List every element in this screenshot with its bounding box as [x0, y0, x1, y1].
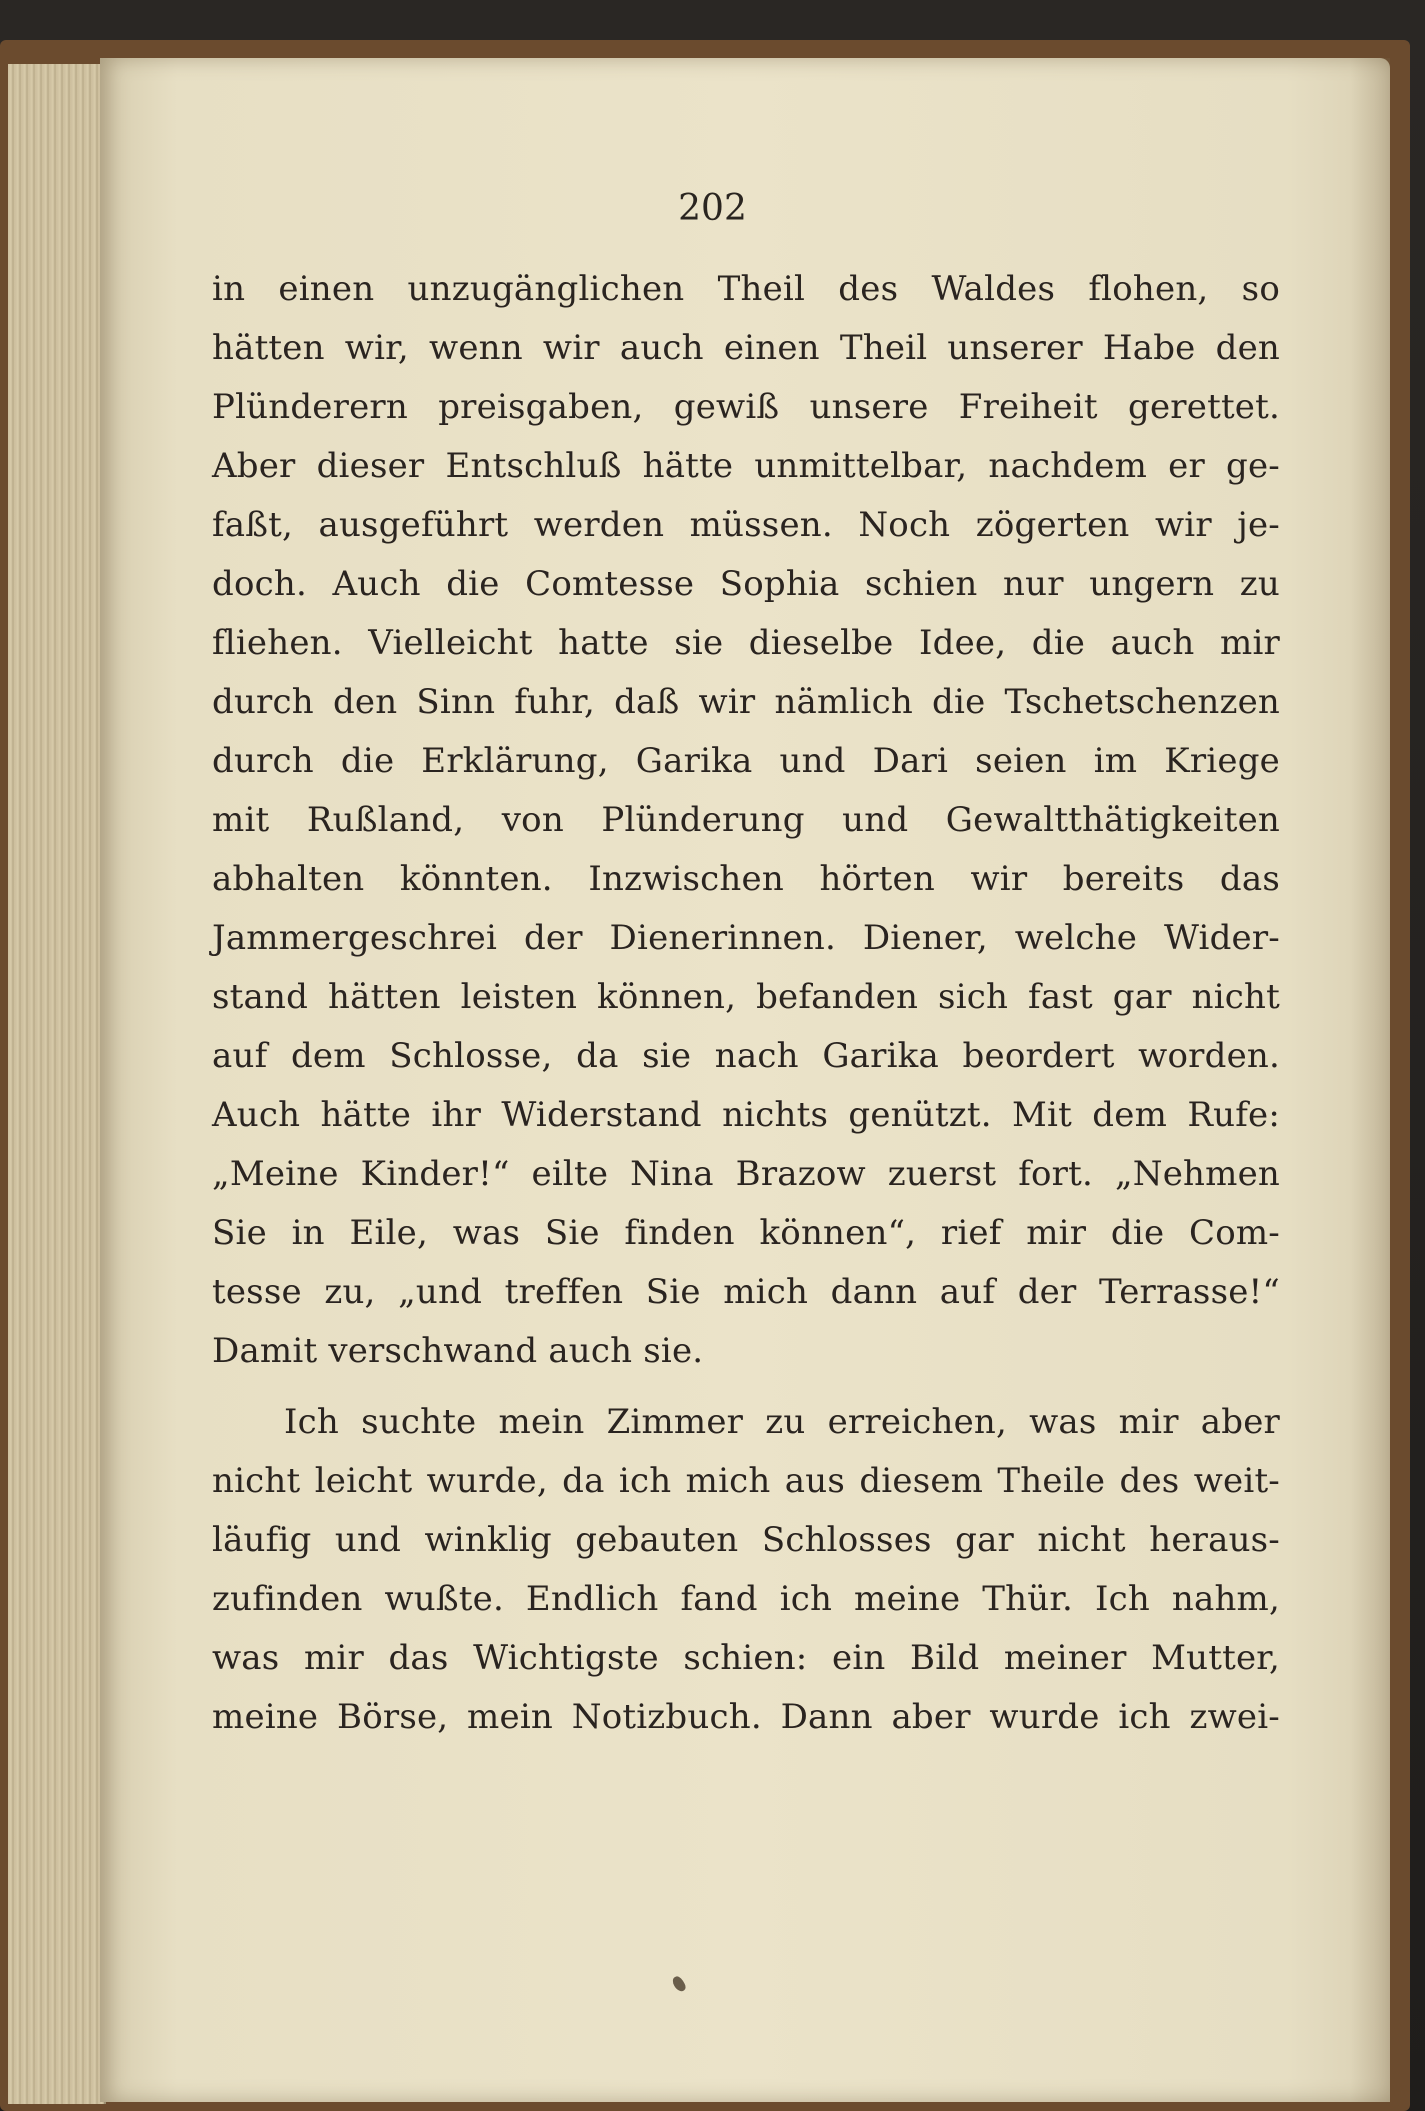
- text-line: läufig und winklig gebauten Schlosses gar nicht heraus-: [212, 1520, 1280, 1560]
- text-line: auf dem Schlosse, da sie nach Garika beordert worden.: [212, 1036, 1280, 1076]
- text-line: Sie in Eile, was Sie finden können“, rief mir die Com-: [212, 1213, 1280, 1253]
- text-line: durch den Sinn fuhr, daß wir nämlich die Tschetschenzen: [212, 682, 1280, 722]
- page-number: 202: [678, 188, 747, 229]
- text-line: Auch hätte ihr Widerstand nichts genützt. Mit dem Rufe:: [212, 1095, 1280, 1135]
- text-line: fliehen. Vielleicht hatte sie dieselbe Idee, die auch mir: [212, 623, 1280, 663]
- text-line: hätten wir, wenn wir auch einen Theil unserer Habe den: [212, 328, 1280, 368]
- text-line: Jammergeschrei der Dienerinnen. Diener, welche Wider-: [212, 918, 1280, 958]
- text-line: Aber dieser Entschluß hätte unmittelbar, nachdem er ge-: [212, 446, 1280, 486]
- text-line: Ich suchte mein Zimmer zu erreichen, was mir aber: [284, 1402, 1280, 1442]
- page-text: [212, 260, 1280, 1747]
- text-line: meine Börse, mein Notizbuch. Dann aber wurde ich zwei-: [212, 1697, 1280, 1737]
- text-line: Damit verschwand auch sie.: [212, 1331, 704, 1371]
- text-line: durch die Erklärung, Garika und Dari seien im Kriege: [212, 741, 1280, 781]
- text-line: was mir das Wichtigste schien: ein Bild meiner Mutter,: [212, 1638, 1280, 1678]
- text-line: zufinden wußte. Endlich fand ich meine Thür. Ich nahm,: [212, 1579, 1280, 1619]
- text-line: abhalten könnten. Inzwischen hörten wir bereits das: [212, 859, 1280, 899]
- text-line: faßt, ausgeführt werden müssen. Noch zögerten wir je-: [212, 505, 1280, 545]
- text-line: „Meine Kinder!“ eilte Nina Brazow zuerst fort. „Nehmen: [212, 1154, 1280, 1194]
- paragraph-2: [212, 1393, 1280, 1747]
- text-line: tesse zu, „und treffen Sie mich dann auf der Terrasse!“: [212, 1272, 1280, 1312]
- text-line: mit Rußland, von Plünderung und Gewaltthätigkeiten: [212, 800, 1280, 840]
- page-stack-edge: [8, 64, 106, 2104]
- text-line: doch. Auch die Comtesse Sophia schien nur ungern zu: [212, 564, 1280, 604]
- text-line: stand hätten leisten können, befanden sich fast gar nicht: [212, 977, 1280, 1017]
- text-line: nicht leicht wurde, da ich mich aus diesem Theile des weit-: [212, 1461, 1280, 1501]
- paragraph-1: [212, 260, 1280, 1381]
- page-curl-shadow: [1350, 58, 1390, 2102]
- text-line: Plünderern preisgaben, gewiß unsere Freiheit gerettet.: [212, 387, 1280, 427]
- text-line: in einen unzugänglichen Theil des Waldes flohen, so: [212, 269, 1280, 309]
